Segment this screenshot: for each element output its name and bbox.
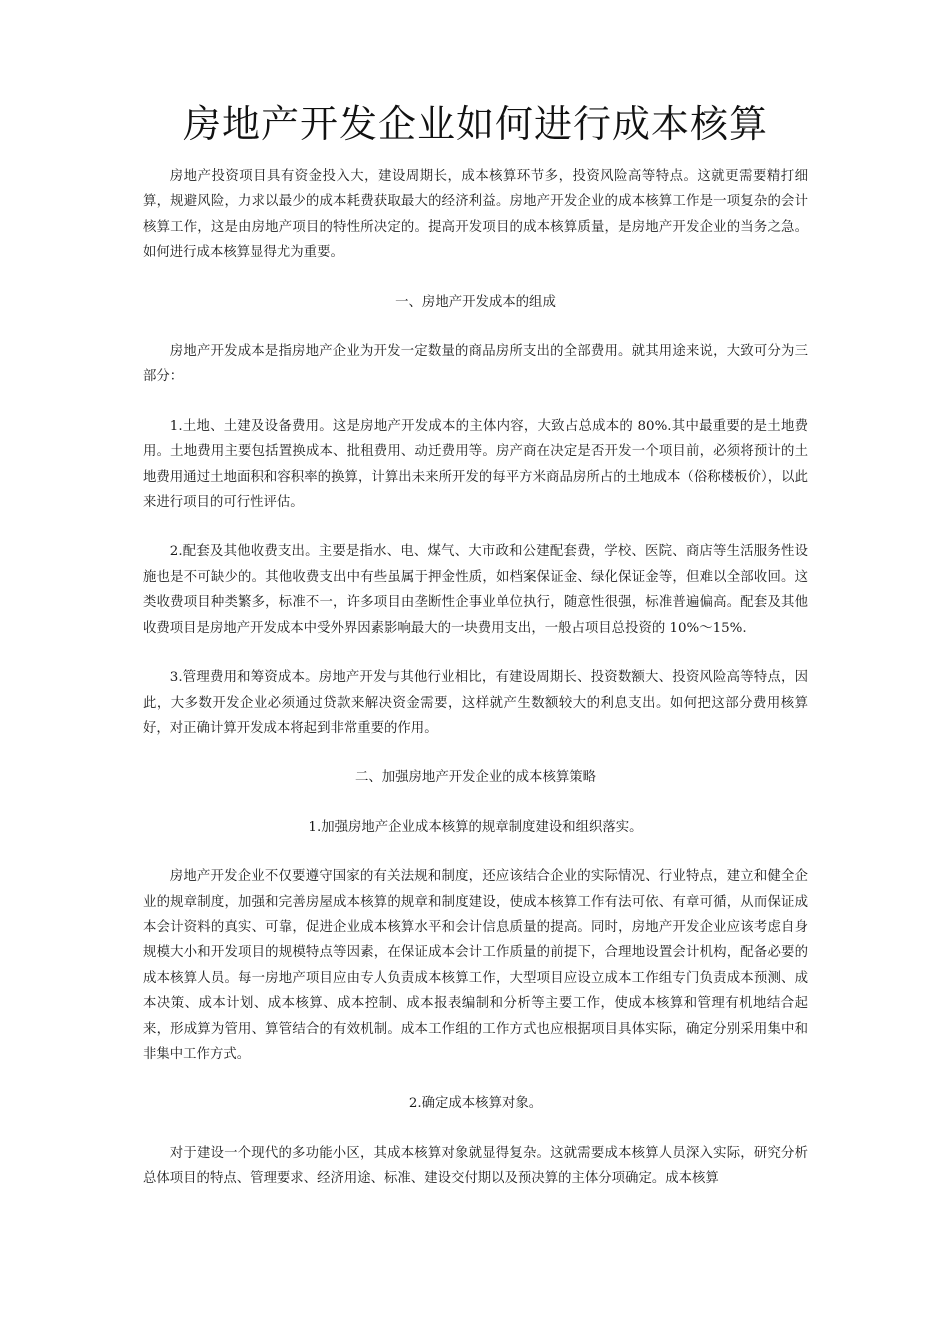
item-2-fees-paragraph: 2.配套及其他收费支出。主要是指水、电、煤气、大市政和公建配套费，学校、医院、商店等生活服务性设施也是不可缺少的。其他收费支出中有些虽属于押金性质，如档案保证金、绿化保证金等，但难以全部收回。这类收费项目种类繁多，标准不一，许多项目由垄断性企事业单位执行，随意性很强，标准普遍偏高。配套及其他收费项目是房地产开发成本中受外界因素影响最大的一块费用支出，一般占项目总投资的 10%～15%. <box>143 544 808 636</box>
section-heading-composition: 一、房地产开发成本的组成 <box>395 294 556 310</box>
document-body <box>143 164 808 1216</box>
item-1-land-paragraph: 1.土地、土建及设备费用。这是房地产开发成本的主体内容，大致占总成本的 80%.其中最重要的是土地费用。土地费用主要包括置换成本、批租费用、动迁费用等。房产商在决定是否开发一个项目前，必须将预计的土地费用通过土地面积和容积率的换算，计算出未来所开发的每平方米商品房所占的土地成本（俗称楼板价），以此来进行项目的可行性评估。 <box>143 418 808 511</box>
composition-intro-paragraph: 房地产开发成本是指房地产企业为开发一定数量的商品房所支出的全部费用。就其用途来说，大致可分为三部分： <box>143 344 808 385</box>
document-title: 房地产开发企业如何进行成本核算 <box>182 102 768 146</box>
regulations-paragraph: 房地产开发企业不仅要遵守国家的有关法规和制度，还应该结合企业的实际情况、行业特点，建立和健全企业的规章制度，加强和完善房屋成本核算的规章和制度建设，使成本核算工作有法可依、有章可循，从而保证成本会计资料的真实、可靠，促进企业成本核算水平和会计信息质量的提高。同时，房地产开发企业应该考虑自身规模大小和开发项目的规模特点等因素，在保证成本会计工作质量的前提下，合理地设置会计机构，配备必要的成本核算人员。每一房地产项目应由专人负责成本核算工作，大型项目应设立成本工作组专门负责成本预测、成本决策、成本计划、成本核算、成本控制、成本报表编制和分析等主要工作，使成本核算和管理有机地结合起来，形成算为管用、算管结合的有效机制。成本工作组的工作方式也应根据项目具体实际，确定分别采用集中和非集中工作方式。 <box>143 869 808 1062</box>
cost-object-paragraph: 对于建设一个现代的多功能小区，其成本核算对象就显得复杂。这就需要成本核算人员深入实际，研究分析总体项目的特点、管理要求、经济用途、标准、建设交付期以及预决算的主体分项确定。成本核算 <box>143 1145 808 1187</box>
subheading-regulations: 1.加强房地产企业成本核算的规章制度建设和组织落实。 <box>308 819 643 835</box>
item-3-management-paragraph: 3.管理费用和筹资成本。房地产开发与其他行业相比，有建设周期长、投资数额大、投资风险高等特点，因此，大多数开发企业必须通过贷款来解决资金需要，这样就产生数额较大的利息支出。如何把这部分费用核算好，对正确计算开发成本将起到非常重要的作用。 <box>143 670 808 736</box>
subheading-cost-object: 2.确定成本核算对象。 <box>408 1096 543 1112</box>
intro-paragraph: 房地产投资项目具有资金投入大，建设周期长，成本核算环节多，投资风险高等特点。这就更需要精打细算，规避风险，力求以最少的成本耗费获取最大的经济利益。房地产开发企业的成本核算工作是一项复杂的会计核算工作，这是由房地产项目的特性所决定的。提高开发项目的成本核算质量，是房地产开发企业的当务之急。如何进行成本核算显得尤为重要。 <box>143 169 808 261</box>
section-heading-strategy: 二、加强房地产开发企业的成本核算策略 <box>354 770 597 786</box>
